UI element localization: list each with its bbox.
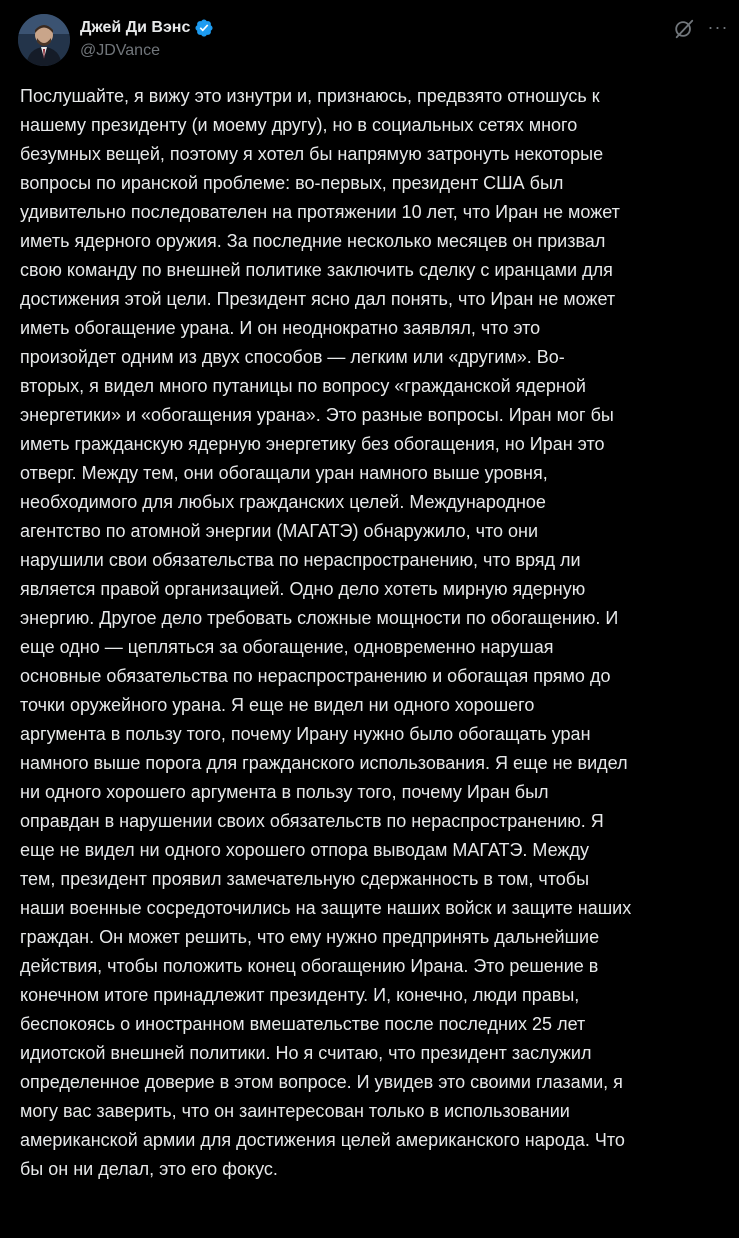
tweet-text-line: является правой организацией. Одно дело хотеть мирную ядерную <box>20 579 586 599</box>
tweet-text-line: могу вас заверить, что он заинтересован только в использовании <box>20 1101 570 1121</box>
author-block <box>80 18 214 62</box>
avatar-icon <box>18 14 70 66</box>
avatar[interactable] <box>18 14 70 66</box>
tweet-text-line: конечном итоге принадлежит президенту. И, конечно, люди правы, <box>20 985 580 1005</box>
tweet-text-line: произойдет одним из двух способов — легким или «другим». Во- <box>20 347 565 367</box>
tweet-text-line: аргумента в пользу того, почему Ирану нужно было обогащать уран <box>20 724 591 744</box>
more-options-icon[interactable]: ··· <box>707 17 729 37</box>
tweet-text-line: действия, чтобы положить конец обогащению Ирана. Это решение в <box>20 956 599 976</box>
tweet-text-line: намного выше порога для гражданского использования. Я еще не видел <box>20 753 628 773</box>
tweet-text-line: иметь обогащение урана. И он неоднократно заявлял, что это <box>20 318 541 338</box>
tweet-text-line: определенное доверие в этом вопросе. И увидев это своими глазами, я <box>20 1072 623 1092</box>
tweet-text-line: агентство по атомной энергии (МАГАТЭ) обнаружило, что они <box>20 521 539 541</box>
author-display-name[interactable]: Джей Ди Вэнс <box>80 19 191 36</box>
tweet-text-line: беспокоясь о иностранном вмешательстве после последних 25 лет <box>20 1014 586 1034</box>
tweet-text-line: идиотской внешней политики. Но я считаю, что президент заслужил <box>20 1043 592 1063</box>
tweet-text-line: Послушайте, я вижу это изнутри и, признаюсь, предвзято отношусь к <box>20 86 600 106</box>
grok-icon[interactable] <box>673 18 695 40</box>
tweet-text-line: оправдан в нарушении своих обязательств по нераспространению. Я <box>20 811 604 831</box>
tweet-text-line: основные обязательства по нераспространению и обогащая прямо до <box>20 666 611 686</box>
author-name-row[interactable] <box>80 18 214 38</box>
tweet-text-line: энергетики» и «обогащения урана». Это разные вопросы. Иран мог бы <box>20 405 614 425</box>
tweet-text-line: удивительно последователен на протяжении 10 лет, что Иран не может <box>20 202 620 222</box>
tweet-text-line: еще одно — цепляться за обогащение, одновременно нарушая <box>20 637 554 657</box>
tweet-text-line: граждан. Он может решить, что ему нужно предпринять дальнейшие <box>20 927 600 947</box>
tweet-text-line: иметь гражданскую ядерную энергетику без обогащения, но Иран это <box>20 434 605 454</box>
tweet-text-line: американской армии для достижения целей американского народа. Что <box>20 1130 625 1150</box>
tweet-text-line: отверг. Между тем, они обогащали уран намного выше уровня, <box>20 463 548 483</box>
tweet-text-line: еще не видел ни одного хорошего отпора выводам МАГАТЭ. Между <box>20 840 589 860</box>
tweet-header <box>18 14 728 70</box>
tweet-text-line: достижения этой цели. Президент ясно дал понять, что Иран не может <box>20 289 616 309</box>
verified-badge-icon <box>194 18 214 38</box>
tweet-text <box>20 82 724 1184</box>
tweet-text-line: наши военные сосредоточились на защите наших войск и защите наших <box>20 898 632 918</box>
tweet-text-line: нашему президенту (и моему другу), но в социальных сетях много <box>20 115 578 135</box>
tweet-text-line: ни одного хорошего аргумента в пользу того, почему Иран был <box>20 782 549 802</box>
tweet-text-line: тем, президент проявил замечательную сдержанность в том, чтобы <box>20 869 590 889</box>
tweet-text-line: нарушили свои обязательства по нераспространению, что вряд ли <box>20 550 581 570</box>
tweet-text-line: свою команду по внешней политике заключить сделку с иранцами для <box>20 260 613 280</box>
tweet-text-line: бы он ни делал, это его фокус. <box>20 1159 278 1179</box>
tweet-text-line: безумных вещей, поэтому я хотел бы напрямую затронуть некоторые <box>20 144 604 164</box>
tweet-text-line: вторых, я видел много путаницы по вопросу «гражданской ядерной <box>20 376 586 396</box>
author-handle[interactable]: @JDVance <box>80 42 160 59</box>
tweet-text-line: энергию. Другое дело требовать сложные мощности по обогащению. И <box>20 608 619 628</box>
tweet-text-line: иметь ядерного оружия. За последние несколько месяцев он призвал <box>20 231 606 251</box>
tweet-text-line: точки оружейного урана. Я еще не видел ни одного хорошего <box>20 695 535 715</box>
tweet-text-line: необходимого для любых гражданских целей. Международное <box>20 492 546 512</box>
tweet-text-line: вопросы по иранской проблеме: во-первых, президент США был <box>20 173 564 193</box>
